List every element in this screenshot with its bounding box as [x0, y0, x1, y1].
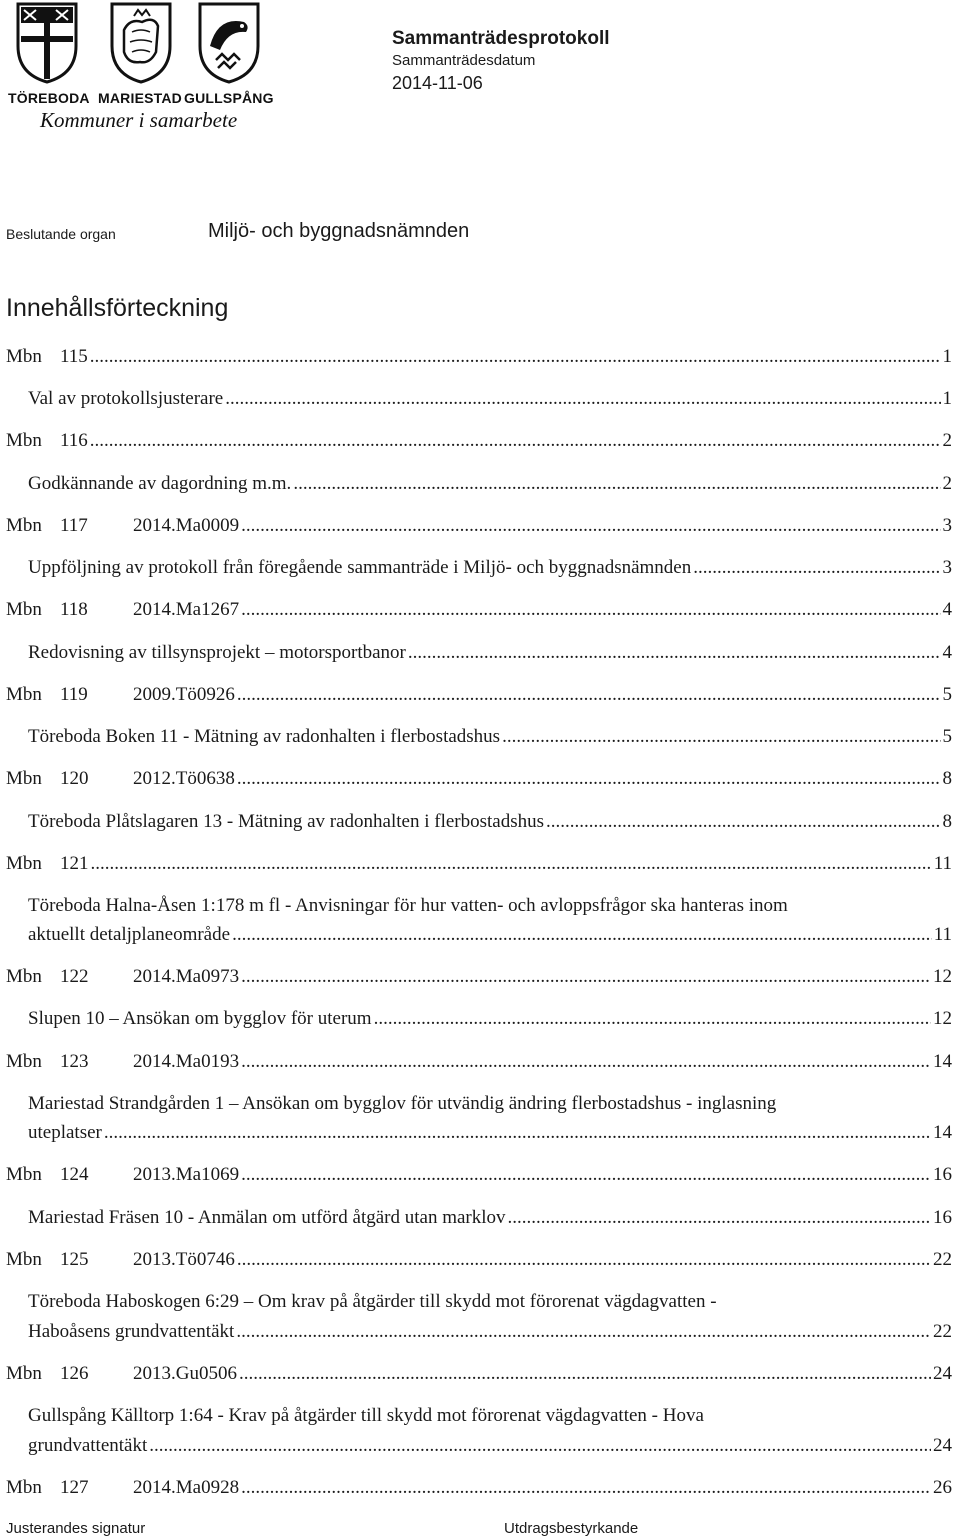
mbn-prefix: Mbn	[6, 1477, 42, 1498]
municipality-name: TÖREBODA	[8, 90, 90, 106]
case-number: 2014.Ma0973	[133, 966, 240, 987]
page-number: 26	[933, 1477, 952, 1498]
toc-mbn-entry[interactable]	[6, 428, 952, 454]
leader-dots	[237, 682, 941, 708]
mbn-number: 118	[60, 599, 88, 620]
page-number: 5	[942, 726, 952, 747]
topic-title-continued: grundvattentäkt	[28, 1435, 148, 1456]
page-number: 22	[933, 1321, 952, 1342]
toc-mbn-entry[interactable]	[6, 1361, 952, 1387]
topic-title: Slupen 10 – Ansökan om bygglov för uterum	[28, 1008, 372, 1029]
mbn-number: 127	[60, 1477, 89, 1498]
page-number: 16	[933, 1164, 952, 1185]
toc-topic-entry[interactable]	[28, 1120, 952, 1146]
leader-dots	[508, 1205, 931, 1231]
case-number: 2009.Tö0926	[133, 684, 235, 705]
topic-title: Töreboda Plåtslagaren 13 - Mätning av radonhalten i flerbostadshus	[28, 811, 545, 832]
toc-mbn-entry[interactable]	[6, 851, 952, 877]
deciding-body-name: Miljö- och byggnadsnämnden	[208, 220, 470, 242]
page-number: 4	[942, 642, 952, 663]
page-number: 5	[942, 684, 952, 705]
leader-dots	[237, 766, 941, 792]
mbn-prefix: Mbn	[6, 599, 42, 620]
mbn-number: 115	[60, 346, 88, 367]
leader-dots	[239, 1361, 931, 1387]
topic-title: Redovisning av tillsynsprojekt – motorsportbanor	[28, 642, 406, 663]
toc-mbn-entry[interactable]	[6, 1247, 952, 1273]
mbn-number: 116	[60, 430, 88, 451]
toc-topic-entry[interactable]	[28, 471, 952, 497]
leader-dots	[90, 428, 941, 454]
page-number: 22	[933, 1249, 952, 1270]
mbn-number: 122	[60, 966, 89, 987]
certification-label: Utdragsbestyrkande	[504, 1520, 639, 1537]
leader-dots	[293, 471, 940, 497]
page-number: 14	[933, 1051, 952, 1072]
logo-tagline: Kommuner i samarbete	[40, 108, 238, 132]
page-number: 14	[933, 1122, 952, 1143]
case-number: 2014.Ma0009	[133, 515, 240, 536]
toc-topic-entry[interactable]	[28, 555, 952, 581]
topic-title: Töreboda Halna-Åsen 1:178 m fl - Anvisningar för hur vatten- och avloppsfrågor ska hanteras inom	[28, 895, 788, 916]
case-number: 2012.Tö0638	[133, 768, 235, 789]
mbn-prefix: Mbn	[6, 1249, 42, 1270]
signature-label: Justerandes signatur	[6, 1520, 146, 1537]
leader-dots	[104, 1120, 931, 1146]
toc-topic-entry[interactable]	[28, 1006, 952, 1032]
leader-dots	[241, 1475, 931, 1501]
mbn-number: 117	[60, 515, 88, 536]
toc-mbn-entry[interactable]	[6, 1049, 952, 1075]
mbn-prefix: Mbn	[6, 853, 42, 874]
leader-dots	[502, 724, 940, 750]
leader-dots	[241, 1162, 931, 1188]
case-number: 2014.Ma0193	[133, 1051, 240, 1072]
toc-mbn-entry[interactable]	[6, 597, 952, 623]
case-number: 2013.Tö0746	[133, 1249, 235, 1270]
leader-dots	[225, 386, 940, 412]
page-number: 12	[933, 1008, 952, 1029]
leader-dots	[90, 344, 941, 370]
topic-title: Töreboda Haboskogen 6:29 – Om krav på åtgärder till skydd mot förorenat vägdagvatten -	[28, 1291, 717, 1312]
page-number: 16	[933, 1207, 952, 1228]
leader-dots	[91, 851, 932, 877]
page-number: 3	[942, 557, 952, 578]
page-number: 1	[942, 388, 952, 409]
topic-title: Töreboda Boken 11 - Mätning av radonhalten i flerbostadshus	[28, 726, 501, 747]
toc-mbn-entry[interactable]	[6, 682, 952, 708]
toc-mbn-entry[interactable]	[6, 513, 952, 539]
toc-mbn-entry[interactable]	[6, 1475, 952, 1501]
meeting-date: 2014-11-06	[392, 73, 483, 93]
page-number: 12	[933, 966, 952, 987]
page-number: 4	[942, 599, 952, 620]
toc-topic-entry[interactable]	[28, 640, 952, 666]
leader-dots	[232, 922, 932, 948]
mariestad-coat-of-arms-icon	[110, 2, 172, 84]
mbn-prefix: Mbn	[6, 768, 42, 789]
toc-topic-entry[interactable]	[28, 1205, 952, 1231]
leader-dots	[236, 1319, 931, 1345]
case-number: 2013.Ma1069	[133, 1164, 240, 1185]
gullspang-coat-of-arms-icon	[198, 2, 260, 84]
mbn-number: 120	[60, 768, 89, 789]
deciding-body-label: Beslutande organ	[6, 226, 116, 242]
mbn-number: 126	[60, 1363, 89, 1384]
leader-dots	[149, 1433, 931, 1459]
toc-mbn-entry[interactable]	[6, 344, 952, 370]
page-number: 11	[933, 853, 952, 874]
mbn-number: 123	[60, 1051, 89, 1072]
case-number: 2014.Ma1267	[133, 599, 240, 620]
mbn-prefix: Mbn	[6, 515, 42, 536]
case-number: 2013.Gu0506	[133, 1363, 237, 1384]
toc-topic-entry[interactable]	[28, 1433, 952, 1459]
mbn-prefix: Mbn	[6, 346, 42, 367]
toc-topic-entry[interactable]	[28, 1319, 952, 1345]
toreboda-coat-of-arms-icon	[16, 2, 78, 84]
topic-title: Godkännande av dagordning m.m.	[28, 473, 292, 494]
municipality-name: MARIESTAD	[98, 90, 182, 106]
toc-topic-entry[interactable]	[28, 922, 952, 948]
mbn-prefix: Mbn	[6, 966, 42, 987]
topic-title-continued: uteplatser	[28, 1122, 102, 1143]
mbn-number: 119	[60, 684, 88, 705]
page-number: 2	[942, 430, 952, 451]
mbn-prefix: Mbn	[6, 1363, 42, 1384]
toc-mbn-entry[interactable]	[6, 1162, 952, 1188]
document-title: Sammanträdesprotokoll	[392, 28, 610, 49]
municipality-name: GULLSPÅNG	[184, 90, 274, 106]
toc-topic-entry[interactable]	[28, 724, 952, 750]
case-number: 2014.Ma0928	[133, 1477, 240, 1498]
topic-title: Uppföljning av protokoll från föregående sammanträde i Miljö- och byggnadsnämnden	[28, 557, 692, 578]
toc-mbn-entry[interactable]	[6, 766, 952, 792]
toc-topic-entry[interactable]	[28, 809, 952, 835]
leader-dots	[241, 1049, 931, 1075]
leader-dots	[693, 555, 940, 581]
leader-dots	[374, 1006, 931, 1032]
mbn-number: 121	[60, 853, 89, 874]
page-number: 3	[942, 515, 952, 536]
toc-heading: Innehållsförteckning	[6, 294, 229, 322]
page-number: 24	[933, 1435, 952, 1456]
page-number: 8	[942, 768, 952, 789]
topic-title: Mariestad Fräsen 10 - Anmälan om utförd åtgärd utan marklov	[28, 1207, 506, 1228]
leader-dots	[241, 513, 940, 539]
leader-dots	[546, 809, 940, 835]
municipal-logo	[8, 2, 274, 132]
page-number: 2	[942, 473, 952, 494]
mbn-prefix: Mbn	[6, 430, 42, 451]
page-number: 8	[942, 811, 952, 832]
mbn-prefix: Mbn	[6, 1164, 42, 1185]
leader-dots	[241, 597, 940, 623]
topic-title: Mariestad Strandgården 1 – Ansökan om bygglov för utvändig ändring flerbostadshus - inglasning	[28, 1093, 777, 1114]
leader-dots	[241, 964, 931, 990]
leader-dots	[408, 640, 941, 666]
topic-title-continued: Haboåsens grundvattentäkt	[28, 1321, 235, 1342]
mbn-prefix: Mbn	[6, 1051, 42, 1072]
leader-dots	[237, 1247, 931, 1273]
mbn-number: 124	[60, 1164, 89, 1185]
page-number: 1	[942, 346, 952, 367]
toc-topic-entry[interactable]	[28, 386, 952, 412]
mbn-number: 125	[60, 1249, 89, 1270]
meeting-date-label: Sammanträdesdatum	[392, 52, 536, 69]
topic-title: Val av protokollsjusterare	[28, 388, 224, 409]
topic-title-continued: aktuellt detaljplaneområde	[28, 924, 231, 945]
page-number: 24	[933, 1363, 952, 1384]
toc-mbn-entry[interactable]	[6, 964, 952, 990]
page-number: 11	[933, 924, 952, 945]
topic-title: Gullspång Källtorp 1:64 - Krav på åtgärder till skydd mot förorenat vägdagvatten - Hova	[28, 1405, 704, 1426]
mbn-prefix: Mbn	[6, 684, 42, 705]
